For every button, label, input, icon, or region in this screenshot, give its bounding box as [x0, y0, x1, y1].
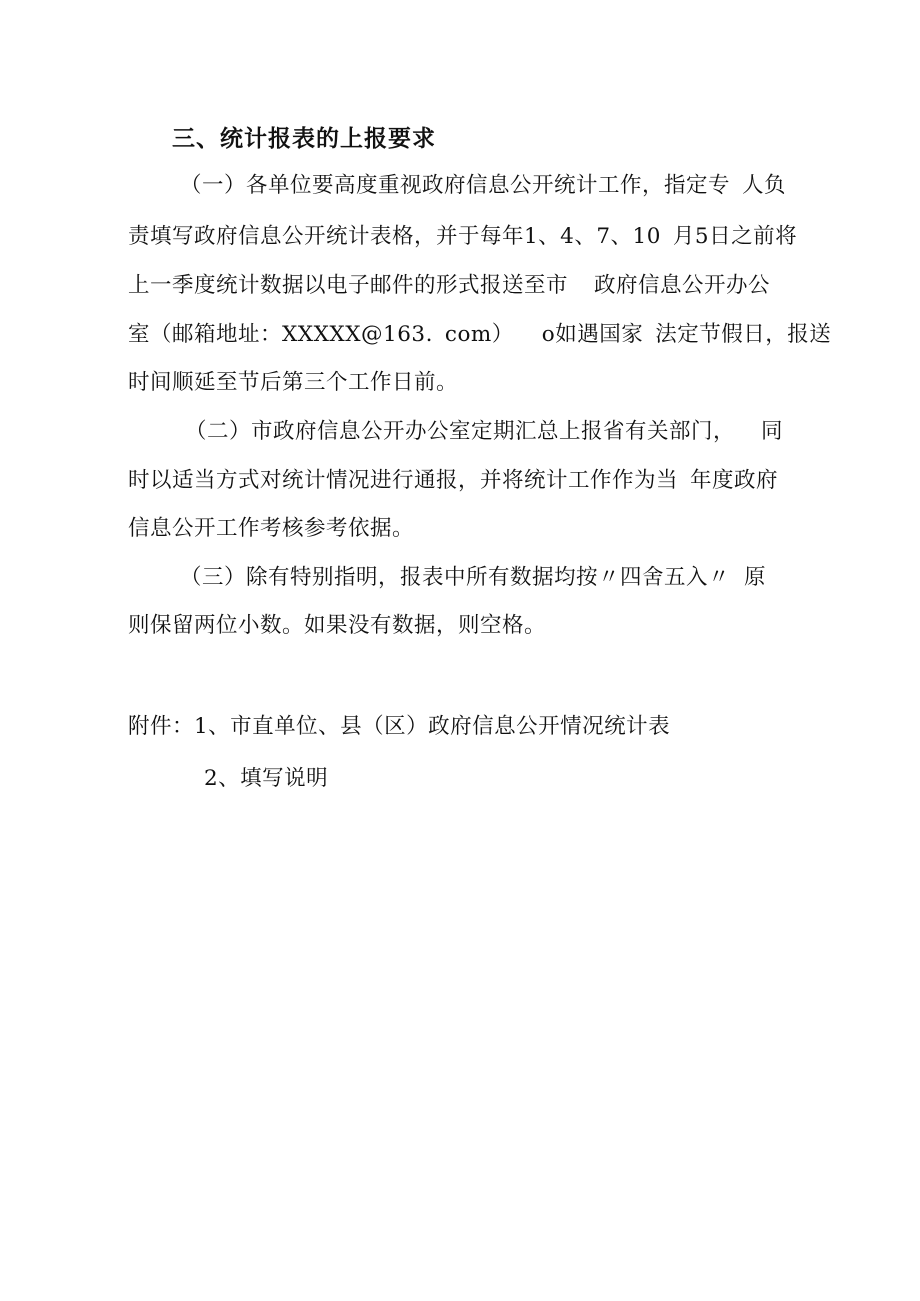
text-segment: com） — [444, 322, 514, 347]
text-segment: 月5日之前将 — [672, 224, 798, 249]
text-segment: 人负 — [742, 173, 787, 198]
text-segment: 上一季度统计数据以电子邮件的形式报送至市 — [128, 273, 569, 298]
text-segment: 责填写政府信息公开统计表格，并于每年1、4、7、10 — [128, 224, 661, 249]
text-segment: o如遇国家 — [541, 322, 644, 347]
paragraph-2-line-3 — [128, 514, 414, 544]
text-segment: 法定节假日，报送 — [655, 322, 832, 347]
text-segment: 时以适当方式对统计情况进行通报，并将统计工作作为当 — [128, 468, 679, 493]
text-segment: 室（邮箱地址：XXXXX@163. — [128, 322, 433, 347]
text-segment: （一）各单位要高度重视政府信息公开统计工作，指定专 — [180, 173, 731, 198]
text-segment: 则保留两位小数。如果没有数据，则空格。 — [128, 613, 547, 638]
paragraph-1-line-1 — [180, 171, 786, 201]
paragraph-1-line-2 — [128, 222, 797, 252]
text-segment: 信息公开工作考核参考依据。 — [128, 516, 415, 541]
attachment-list-item-1: 附件：1、市直单位、县（区）政府信息公开情况统计表 — [128, 714, 671, 739]
text-segment: （二）市政府信息公开办公室定期汇总上报省有关部门， — [185, 419, 736, 444]
paragraph-3-line-1 — [180, 563, 766, 593]
paragraph-1-line-3 — [128, 271, 770, 301]
text-segment: 政府信息公开办公 — [594, 273, 771, 298]
attachment-list-item-2: 2、填写说明 — [204, 766, 329, 791]
text-segment: 时间顺延至节后第三个工作日前。 — [128, 370, 459, 395]
paragraph-3-line-2 — [128, 611, 546, 641]
text-segment: 年度政府 — [690, 468, 779, 493]
section-heading: 三、统计报表的上报要求 — [172, 126, 436, 152]
text-segment: （三）除有特别指明，报表中所有数据均按〃四舍五入〃 — [180, 565, 731, 590]
paragraph-2-line-2 — [128, 466, 778, 496]
paragraph-1-line-5 — [128, 368, 458, 398]
text-segment: 同 — [761, 419, 784, 444]
paragraph-2-line-1 — [185, 417, 783, 447]
text-segment: 原 — [744, 565, 767, 590]
paragraph-1-line-4 — [128, 320, 831, 350]
